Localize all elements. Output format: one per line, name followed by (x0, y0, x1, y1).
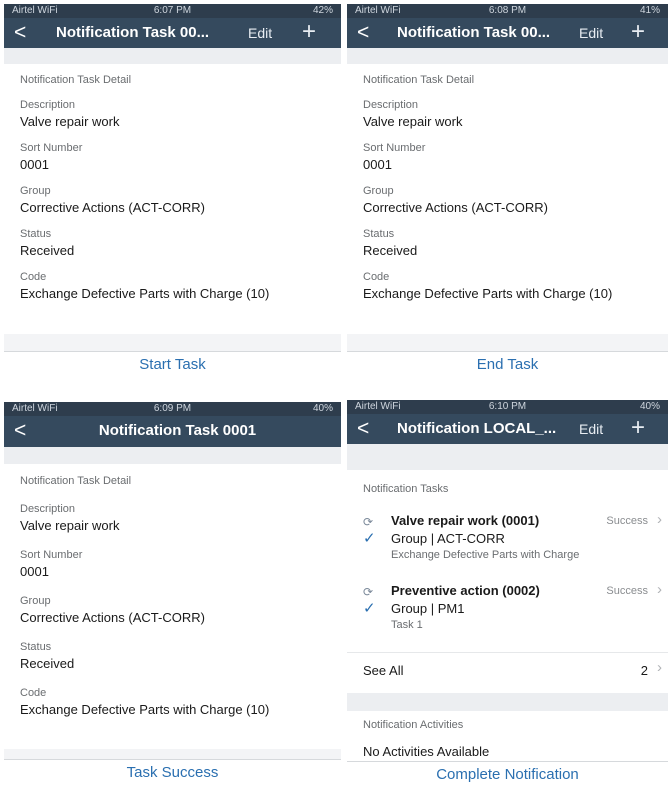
nav-bar (4, 18, 341, 48)
complete-notification-button[interactable]: Complete Notification (347, 761, 668, 788)
field-value: Exchange Defective Parts with Charge (10) (20, 286, 270, 301)
see-all-row[interactable] (347, 652, 668, 693)
spacer (347, 444, 668, 470)
screen-end-task (347, 4, 668, 378)
status-bar (347, 400, 668, 414)
section-header: Notification Task Detail (20, 475, 132, 487)
edit-button[interactable]: Edit (579, 421, 604, 437)
detail-card (4, 464, 341, 749)
section-header: Notification Task Detail (363, 74, 475, 86)
add-plus-icon[interactable]: + (631, 414, 646, 441)
start-task-button[interactable]: Start Task (4, 351, 341, 378)
field-label: Group (20, 185, 51, 197)
clock: 6:07 PM (153, 5, 192, 16)
page-title: Notification Task 00... (56, 24, 210, 41)
sync-icon: ⟳ (363, 585, 374, 599)
page-title: Notification Task 00... (397, 24, 551, 41)
sync-icon: ⟳ (363, 515, 374, 529)
field-label: Status (363, 228, 395, 240)
battery-level: 40% (312, 403, 333, 414)
field-label: Sort Number (363, 142, 426, 154)
chevron-right-icon: › (657, 511, 662, 528)
field-label: Code (20, 271, 47, 283)
section-header: Notification Activities (363, 719, 464, 731)
field-value: Corrective Actions (ACT-CORR) (20, 200, 205, 215)
task-row[interactable] (363, 579, 668, 647)
field-value: Received (363, 243, 418, 258)
see-all-count: 2 (640, 663, 648, 678)
page-title: Notification LOCAL_... (397, 420, 557, 437)
page-title: Notification Task 0001 (98, 422, 257, 439)
status-bar (4, 402, 341, 416)
add-plus-icon[interactable]: + (631, 18, 646, 45)
field-value: Received (20, 656, 75, 671)
screen-start-task (4, 4, 341, 378)
tasks-card (347, 470, 668, 652)
field-label: Group (363, 185, 394, 197)
clock: 6:10 PM (488, 401, 527, 412)
field-label: Description (20, 99, 76, 111)
check-icon: ✓ (363, 600, 376, 617)
chevron-right-icon: › (657, 659, 662, 676)
back-chevron-icon[interactable]: < (14, 21, 27, 44)
field-value: Valve repair work (20, 518, 120, 533)
nav-bar (347, 414, 668, 444)
edit-button[interactable]: Edit (248, 25, 273, 41)
add-plus-icon[interactable]: + (302, 18, 317, 45)
field-label: Description (363, 99, 419, 111)
back-chevron-icon[interactable]: < (357, 417, 370, 440)
empty-state-text: No Activities Available (363, 744, 490, 759)
field-value: Valve repair work (20, 114, 120, 129)
field-label: Sort Number (20, 142, 83, 154)
section-header: Notification Task Detail (20, 74, 132, 86)
back-chevron-icon[interactable]: < (14, 419, 27, 442)
field-label: Group (20, 595, 51, 607)
field-value: 0001 (363, 157, 392, 172)
field-label: Code (363, 271, 390, 283)
check-icon: ✓ (363, 530, 376, 547)
detail-card (347, 64, 668, 334)
task-subtitle: Task 1 (391, 619, 423, 631)
battery-level: 40% (639, 401, 660, 412)
spacer (347, 693, 668, 711)
field-value: 0001 (20, 157, 49, 172)
chevron-right-icon: › (657, 581, 662, 598)
field-value: Received (20, 243, 75, 258)
task-group: Group | PM1 (391, 601, 465, 616)
field-value: Valve repair work (363, 114, 463, 129)
back-chevron-icon[interactable]: < (357, 21, 370, 44)
field-label: Sort Number (20, 549, 83, 561)
spacer (347, 48, 668, 64)
battery-level: 41% (639, 5, 660, 16)
section-header: Notification Tasks (363, 483, 449, 495)
field-value: 0001 (20, 564, 49, 579)
screen-notification (347, 400, 668, 788)
clock: 6:08 PM (488, 5, 527, 16)
field-value: Corrective Actions (ACT-CORR) (20, 610, 205, 625)
field-value: Exchange Defective Parts with Charge (10) (20, 702, 270, 717)
battery-level: 42% (312, 5, 333, 16)
carrier-label: Airtel WiFi (12, 403, 58, 414)
see-all-label: See All (363, 663, 404, 678)
carrier-label: Airtel WiFi (355, 401, 401, 412)
status-bar (4, 4, 341, 18)
field-label: Description (20, 503, 76, 515)
task-status: Success (606, 585, 648, 597)
task-success-button[interactable]: Task Success (4, 759, 341, 786)
task-group: Group | ACT-CORR (391, 531, 505, 546)
field-value: Corrective Actions (ACT-CORR) (363, 200, 548, 215)
detail-card (4, 64, 341, 334)
task-title: Preventive action (0002) (391, 583, 540, 598)
nav-bar (347, 18, 668, 48)
spacer (4, 48, 341, 64)
spacer (4, 447, 341, 464)
clock: 6:09 PM (153, 403, 192, 414)
status-bar (347, 4, 668, 18)
field-label: Status (20, 228, 52, 240)
activities-card (347, 711, 668, 767)
field-value: Exchange Defective Parts with Charge (10) (363, 286, 613, 301)
end-task-button[interactable]: End Task (347, 351, 668, 378)
field-label: Status (20, 641, 52, 653)
task-subtitle: Exchange Defective Parts with Charge (391, 549, 580, 561)
task-title: Valve repair work (0001) (391, 513, 540, 528)
field-label: Code (20, 687, 47, 699)
screen-task-success (4, 402, 341, 786)
task-row[interactable] (363, 509, 668, 577)
nav-bar (4, 416, 341, 447)
carrier-label: Airtel WiFi (355, 5, 401, 16)
task-status: Success (606, 515, 648, 527)
carrier-label: Airtel WiFi (12, 5, 58, 16)
edit-button[interactable]: Edit (579, 25, 604, 41)
